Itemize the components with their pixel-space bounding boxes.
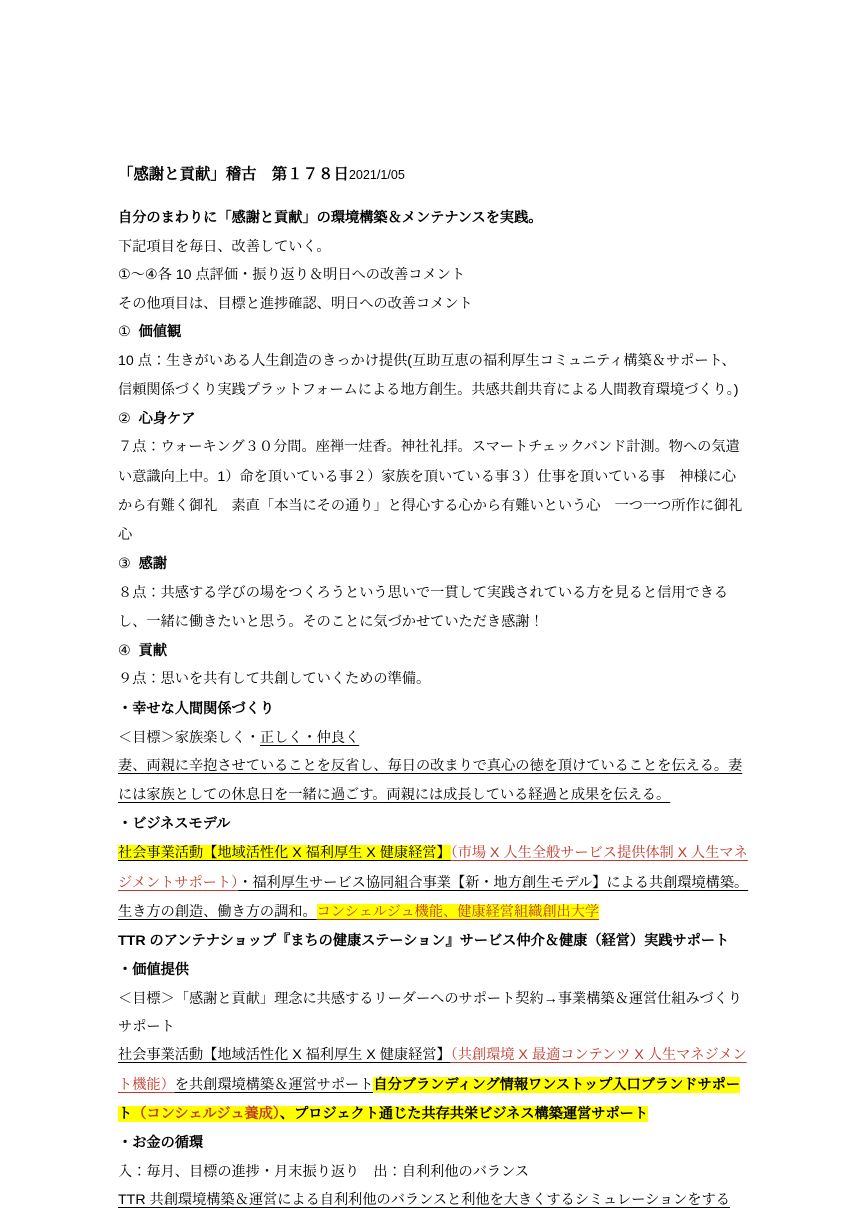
relationships-goal-prefix: ＜目標＞家族楽しく・ bbox=[118, 729, 260, 746]
section-heading-money-circulation: ・お金の循環 bbox=[118, 1134, 204, 1151]
section-heading-business-model: ・ビジネスモデル bbox=[118, 816, 231, 833]
section-heading-value-provision: ・価値提供 bbox=[118, 961, 189, 978]
money-circulation-line-2 bbox=[118, 1186, 749, 1214]
item-body-3: ８点：共感する学びの場をつくろうという思いで一貫して実践されている方を見ると信用できるし、一緒に働きたいと思う。そのことに気づかせていただき感謝！ bbox=[118, 584, 729, 630]
business-model-segment-red-highlight: コンシェルジュ機能、健康経営組織創出大学 bbox=[316, 903, 600, 920]
money-circulation-line-1: 入：毎月、目標の進捗・月末振り返り 出：自利利他のバランス bbox=[118, 1163, 530, 1180]
relationships-body-text: 妻、両親に辛抱させていることを反省し、毎日の改まりで真心の徳を頂けていることを伝える。妻には家族としての休息日を一緒に過ごす。両親には成長している経過と成果を伝える。 bbox=[118, 758, 743, 804]
item-label-1: 価値観 bbox=[138, 324, 182, 341]
value-provision-segment-red-underline: （共創環境 X 最適コンテンツ X 人生マネジメント機能） bbox=[118, 1047, 747, 1093]
value-provision-segment-bold-highlight-tail: 、プロジェクト通じた共存共栄ビジネス構築運営サポート bbox=[279, 1105, 649, 1122]
relationships-goal-line bbox=[118, 724, 749, 752]
item-number-2: ② bbox=[118, 411, 131, 428]
intro-line-2: ①〜④各 10 点評価・振り返り＆明日への改善コメント bbox=[118, 267, 466, 284]
intro-line-3: その他項目は、目標と進捗確認、明日への改善コメント bbox=[118, 295, 473, 312]
value-provision-segment-bold-highlight: 自分ブランディング情報ワンストップ入口ブランドサポート bbox=[118, 1076, 741, 1122]
document-title-line bbox=[118, 160, 749, 190]
value-provision-goal-line: ＜目標＞「感謝と貢献」理念に共感するリーダーへのサポート契約→事業構築＆運営仕組みづくりサポート bbox=[118, 990, 742, 1035]
item-body-1: 10 点：生きがいある人生創造のきっかけ提供(互助互恵の福利厚生コミュニティ構築＆サポート、信頼関係づくり実践プラットフォームによる地方創生。共感共創共育による人間教育環境づくり。) bbox=[118, 352, 739, 398]
business-model-segment-red: （市場 X 人生全般サービス提供体制 X 人生マネジメントサポート） bbox=[118, 845, 748, 891]
item-label-2: 心身ケア bbox=[138, 411, 196, 428]
page-title: 「感謝と貢献」稽古 第１７８日 bbox=[118, 166, 349, 183]
relationships-body bbox=[118, 752, 749, 810]
item-number-4: ④ bbox=[118, 643, 131, 660]
intro-heading: 自分のまわりに「感謝と貢献」の環境構築＆メンテナンスを実践。 bbox=[118, 210, 543, 226]
item-label-3: 感謝 bbox=[138, 556, 168, 573]
item-body-4: ９点：思いを共有して共創していくための準備。 bbox=[118, 671, 431, 688]
business-model-segment-plain: ・福利厚生サービス協同組合事業【新・地方創生モデル】による共創環境構築。生き方の創造、働き方の調和。 bbox=[118, 874, 749, 920]
business-model-segment-highlight: 社会事業活動【地域活性化 X 福利厚生 X 健康経営】 bbox=[118, 845, 451, 862]
intro-line-1: 下記項目を毎日、改善していく。 bbox=[118, 239, 331, 255]
value-provision-segment-underline: 社会事業活動【地域活性化 X 福利厚生 X 健康経営】 bbox=[118, 1047, 451, 1064]
item-number-1: ① bbox=[118, 324, 131, 341]
money-circulation-line-2-text: TTR 共創環境構築＆運営による自利利他のバランスと利他を大きくするシミュレーションをする bbox=[118, 1192, 730, 1209]
business-model-body bbox=[118, 839, 749, 927]
section-heading-relationships: ・幸せな人間関係づくり bbox=[118, 700, 275, 717]
item-label-4: 貢献 bbox=[138, 643, 168, 660]
business-model-ttr-line: TTR のアンテナショップ『まちの健康ステーション』サービス仲介＆健康（経営）実践サポート bbox=[118, 933, 730, 950]
relationships-goal-underlined: 正しく・仲良く bbox=[259, 729, 360, 746]
document-body bbox=[118, 160, 749, 1215]
value-provision-body bbox=[118, 1041, 749, 1129]
item-number-3: ③ bbox=[118, 556, 131, 573]
document-date: 2021/1/05 bbox=[348, 168, 405, 182]
item-heading-3 bbox=[118, 550, 749, 578]
item-body-2: ７点：ウォーキング３０分間。座禅一炷香。神社礼拝。スマートチェックバンド計測。物への気遣い意識向上中。1）命を頂いている事２）家族を頂いている事３）仕事を頂いている事 神様に心から有難く御礼 素直「本当にその通り」と得心する心から有難いという心 一つ一つ所作に御礼心 bbox=[118, 439, 743, 544]
item-heading-1 bbox=[118, 318, 749, 346]
item-heading-4 bbox=[118, 637, 749, 665]
item-heading-2 bbox=[118, 405, 749, 433]
value-provision-segment-red-bold-highlight: （コンシェルジュ養成） bbox=[132, 1105, 280, 1122]
value-provision-segment-plain: を共創環境構築＆運営サポート bbox=[174, 1076, 374, 1093]
